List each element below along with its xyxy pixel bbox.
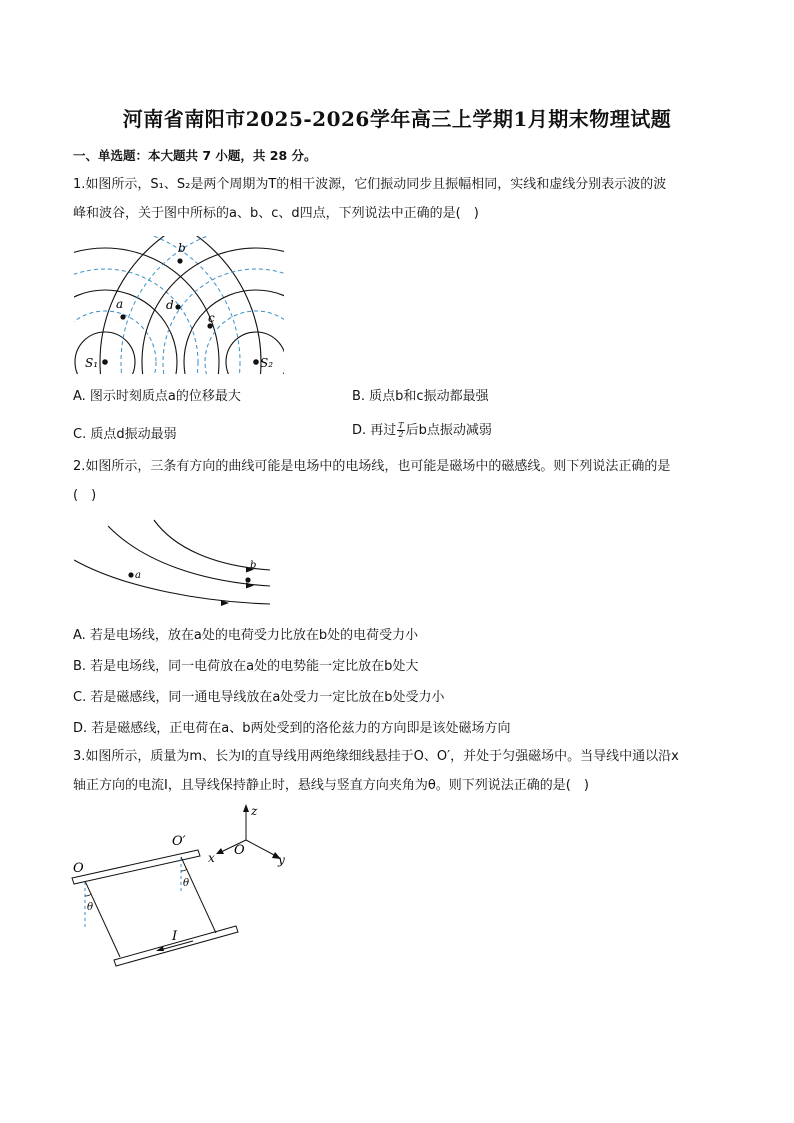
question-3-stem [73, 742, 733, 800]
source-s1-dot [102, 359, 108, 365]
label-theta-left: θ [87, 902, 94, 913]
point-d-dot [175, 304, 180, 309]
q2-option-a[interactable]: A. 若是电场线，放在a处的电荷受力比放在b处的电荷受力小 [73, 628, 419, 643]
question-3-line-1: 3.如图所示，质量为m、长为l的直导线用两绝缘细线悬挂于O、O′，并处于匀强磁场中。当导线中通以沿x [73, 749, 679, 764]
section-heading: 一、单选题：本大题共 7 小题，共 28 分。 [73, 148, 317, 163]
point-b-dot [245, 577, 250, 582]
label-current-i: I [172, 929, 178, 944]
suspended-wire-figure [68, 800, 298, 972]
label-c: c [208, 311, 215, 325]
q1-option-a[interactable]: A. 图示时刻质点a的位移最大 [73, 389, 241, 404]
q1-option-d-suffix: 后b点振动减弱 [405, 423, 492, 438]
point-a-dot [128, 572, 133, 577]
q2-option-d[interactable]: D. 若是磁感线，正电荷在a、b两处受到的洛伦兹力的方向即是该处磁场方向 [73, 721, 511, 736]
label-theta-right: θ [183, 878, 190, 889]
source-s2-dot [253, 359, 259, 365]
question-1-line-1: 1.如图所示，S₁、S₂是两个周期为T的相干波源，它们振动同步且振幅相同，实线和虚线分别表示波的波 [73, 177, 667, 192]
field-lines-figure [74, 518, 274, 610]
question-2-line-1: 2.如图所示，三条有方向的曲线可能是电场中的电场线，也可能是磁场中的磁感线。则下列说法正确的是 [73, 459, 671, 474]
point-b-dot [177, 258, 182, 263]
point-a-dot [120, 314, 125, 319]
label-axis-y: y [278, 853, 285, 867]
label-a: a [116, 297, 124, 311]
label-d: d [166, 298, 174, 312]
q1-option-b[interactable]: B. 质点b和c振动都最强 [352, 389, 489, 404]
q1-option-d-prefix: D. 再过 [352, 423, 397, 438]
fraction-denominator: 2 [398, 430, 404, 439]
label-b: b [250, 560, 257, 571]
question-2-line-2: ( ) [73, 488, 97, 503]
question-1-line-2: 峰和波谷，关于图中所标的a、b、c、d四点，下列说法中正确的是( ) [73, 206, 479, 221]
label-s1: S₁ [85, 356, 99, 370]
question-1-stem [73, 170, 733, 228]
question-3-line-2: 轴正方向的电流I，且导线保持静止时，悬线与竖直方向夹角为θ。则下列说法正确的是( ) [73, 778, 589, 793]
question-2-stem [73, 452, 733, 510]
q1-option-c[interactable]: C. 质点d振动最弱 [73, 427, 177, 442]
label-axis-origin: O [234, 843, 245, 858]
q2-option-c[interactable]: C. 若是磁感线，同一通电导线放在a处受力一定比放在b处受力小 [73, 690, 445, 705]
fraction-numerator: T [398, 421, 404, 430]
label-o-left: O [73, 861, 84, 876]
q2-option-b[interactable]: B. 若是电场线，同一电荷放在a处的电势能一定比放在b处大 [73, 659, 419, 674]
label-b: b [178, 241, 186, 255]
label-axis-z: z [251, 804, 258, 818]
q1-option-d[interactable] [352, 419, 492, 439]
label-a: a [135, 570, 141, 581]
label-axis-x: x [208, 851, 215, 865]
page-title: 河南省南阳市2025-2026学年高三上学期1月期末物理试题 [122, 107, 672, 131]
wave-interference-figure [74, 236, 284, 374]
label-s2: S₂ [260, 356, 274, 370]
fraction-t-over-2 [397, 422, 404, 439]
label-o-prime: O′ [172, 834, 186, 849]
